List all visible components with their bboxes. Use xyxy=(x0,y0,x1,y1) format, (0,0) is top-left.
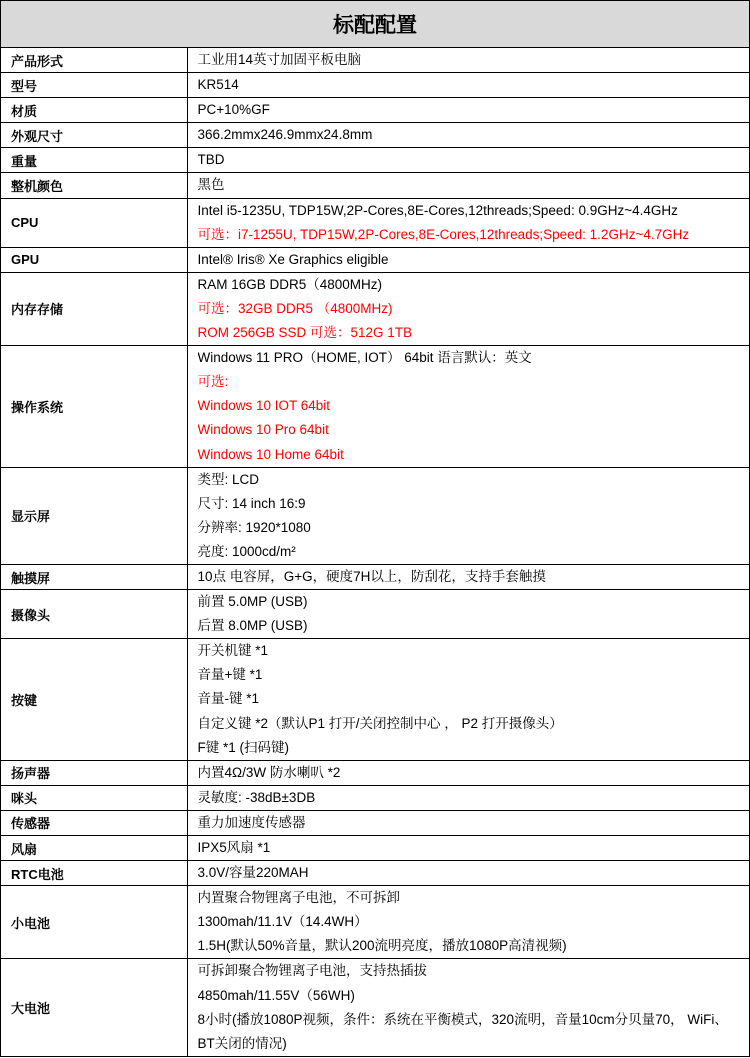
spec-label: 触摸屏 xyxy=(1,564,187,589)
spec-row xyxy=(1,959,749,1056)
spec-value-line: 366.2mmx246.9mmx24.8mm xyxy=(197,127,373,143)
spec-value xyxy=(187,886,749,959)
spec-value-line: 1300mah/11.1V（14.4WH） xyxy=(197,914,368,930)
spec-value-line: 可拆卸聚合物锂离子电池，支持热插拔 xyxy=(197,963,427,979)
spec-value xyxy=(187,590,749,639)
spec-row xyxy=(1,836,749,861)
spec-row xyxy=(1,760,749,785)
spec-row xyxy=(1,346,749,467)
spec-value-line: 工业用14英寸加固平板电脑 xyxy=(197,52,362,67)
spec-value-line: 灵敏度: -38dB±3DB xyxy=(197,789,316,805)
spec-value-line: Intel i5-1235U, TDP15W,2P-Cores,8E-Cores,12threads;Speed: 0.9GHz~4.4GHz xyxy=(197,202,678,218)
page-title: 标配配置 xyxy=(1,1,749,48)
spec-value-line: 4850mah/11.55V（56WH) xyxy=(197,987,355,1003)
spec-label: 咪头 xyxy=(1,785,187,810)
spec-value-line: 音量-键 *1 xyxy=(197,691,260,707)
spec-value-line: ROM 256GB SSD 可选：512G 1TB xyxy=(197,325,413,341)
spec-value xyxy=(187,98,749,123)
spec-row xyxy=(1,785,749,810)
spec-value-line: 类型: LCD xyxy=(197,471,260,487)
spec-value xyxy=(187,861,749,886)
spec-value-line: PC+10%GF xyxy=(197,102,270,118)
spec-label: 产品形式 xyxy=(1,48,187,73)
spec-value-line: 可选: xyxy=(197,374,229,390)
spec-value xyxy=(187,639,749,760)
spec-value xyxy=(187,73,749,98)
spec-value xyxy=(187,173,749,198)
spec-value-line: Windows 10 Home 64bit xyxy=(197,446,344,462)
spec-value-line: Windows 11 PRO（HOME, IOT） 64bit 语言默认：英文 xyxy=(197,350,532,366)
spec-value xyxy=(187,810,749,835)
spec-label: 风扇 xyxy=(1,836,187,861)
spec-label: 型号 xyxy=(1,73,187,98)
spec-label: 大电池 xyxy=(1,959,187,1056)
spec-row xyxy=(1,123,749,148)
spec-label: 整机颜色 xyxy=(1,173,187,198)
spec-row xyxy=(1,639,749,760)
spec-value-line: 亮度: 1000cd/m² xyxy=(197,543,296,559)
spec-value-line: F键 *1 (扫码键) xyxy=(197,739,290,755)
spec-label: 重量 xyxy=(1,148,187,173)
spec-value xyxy=(187,198,749,247)
spec-row xyxy=(1,48,749,73)
spec-row xyxy=(1,247,749,272)
spec-value-line: RAM 16GB DDR5（4800MHz) xyxy=(197,276,383,292)
spec-value-line: 尺寸: 14 inch 16:9 xyxy=(197,495,306,511)
spec-value-line: KR514 xyxy=(197,77,239,93)
spec-value-line: 黑色 xyxy=(197,177,225,193)
spec-table xyxy=(1,48,749,1056)
spec-label: 摄像头 xyxy=(1,590,187,639)
spec-row xyxy=(1,98,749,123)
spec-row xyxy=(1,148,749,173)
spec-value xyxy=(187,785,749,810)
spec-label: GPU xyxy=(1,247,187,272)
spec-value-line: 内置4Ω/3W 防水喇叭 *2 xyxy=(197,764,341,780)
spec-value xyxy=(187,48,749,73)
spec-value-line: Intel® Iris® Xe Graphics eligible xyxy=(197,251,389,267)
spec-value-line: BT关闭的情况) xyxy=(197,1035,287,1051)
spec-label: 按键 xyxy=(1,639,187,760)
spec-label: 操作系统 xyxy=(1,346,187,467)
spec-label: RTC电池 xyxy=(1,861,187,886)
spec-value-line: 内置聚合物锂离子电池，不可拆卸 xyxy=(197,890,400,906)
spec-value xyxy=(187,272,749,345)
spec-row xyxy=(1,590,749,639)
spec-value xyxy=(187,959,749,1056)
spec-value xyxy=(187,123,749,148)
spec-row xyxy=(1,198,749,247)
spec-label: 外观尺寸 xyxy=(1,123,187,148)
spec-row xyxy=(1,886,749,959)
spec-row xyxy=(1,861,749,886)
spec-value-line: 开关机键 *1 xyxy=(197,643,269,659)
spec-label: CPU xyxy=(1,198,187,247)
spec-label: 内存存储 xyxy=(1,272,187,345)
spec-label: 显示屏 xyxy=(1,467,187,564)
spec-value xyxy=(187,148,749,173)
spec-row xyxy=(1,467,749,564)
spec-value-line: 分辨率: 1920*1080 xyxy=(197,519,311,535)
spec-value xyxy=(187,467,749,564)
spec-row xyxy=(1,810,749,835)
spec-value-line: 1.5H(默认50%音量，默认200流明亮度，播放1080P高清视频) xyxy=(197,938,567,954)
spec-value xyxy=(187,760,749,785)
spec-value-line: 可选：32GB DDR5 （4800MHz) xyxy=(197,300,393,316)
spec-row xyxy=(1,272,749,345)
spec-value-line: Windows 10 Pro 64bit xyxy=(197,422,329,438)
spec-value-line: Windows 10 IOT 64bit xyxy=(197,398,331,414)
spec-value-line: TBD xyxy=(197,152,225,168)
spec-value-line: 音量+键 *1 xyxy=(197,667,263,683)
spec-value-line: 8小时(播放1080P视频，条件：系统在平衡模式，320流明，音量10cm分贝量70， WiFi、 xyxy=(197,1011,728,1027)
spec-label: 材质 xyxy=(1,98,187,123)
spec-label: 扬声器 xyxy=(1,760,187,785)
spec-row xyxy=(1,173,749,198)
spec-value xyxy=(187,564,749,589)
spec-value-line: 后置 8.0MP (USB) xyxy=(197,618,308,634)
spec-row xyxy=(1,564,749,589)
spec-value-line: 重力加速度传感器 xyxy=(197,814,306,830)
spec-value-line: IPX5风扇 *1 xyxy=(197,840,271,855)
spec-label: 传感器 xyxy=(1,810,187,835)
spec-value xyxy=(187,836,749,861)
spec-value xyxy=(187,346,749,467)
spec-label: 小电池 xyxy=(1,886,187,959)
spec-value-line: 自定义键 *2（默认P1 打开/关闭控制中心 ， P2 打开摄像头） xyxy=(197,715,563,731)
spec-value-line: 前置 5.0MP (USB) xyxy=(197,594,308,610)
spec-value-line: 可选：i7-1255U, TDP15W,2P-Cores,8E-Cores,12threads;Speed: 1.2GHz~4.7GHz xyxy=(197,226,690,242)
spec-value-line: 10点 电容屏，G+G，硬度7H以上，防刮花，支持手套触摸 xyxy=(197,568,546,584)
spec-value xyxy=(187,247,749,272)
spec-value-line: 3.0V/容量220MAH xyxy=(197,865,309,881)
spec-row xyxy=(1,73,749,98)
